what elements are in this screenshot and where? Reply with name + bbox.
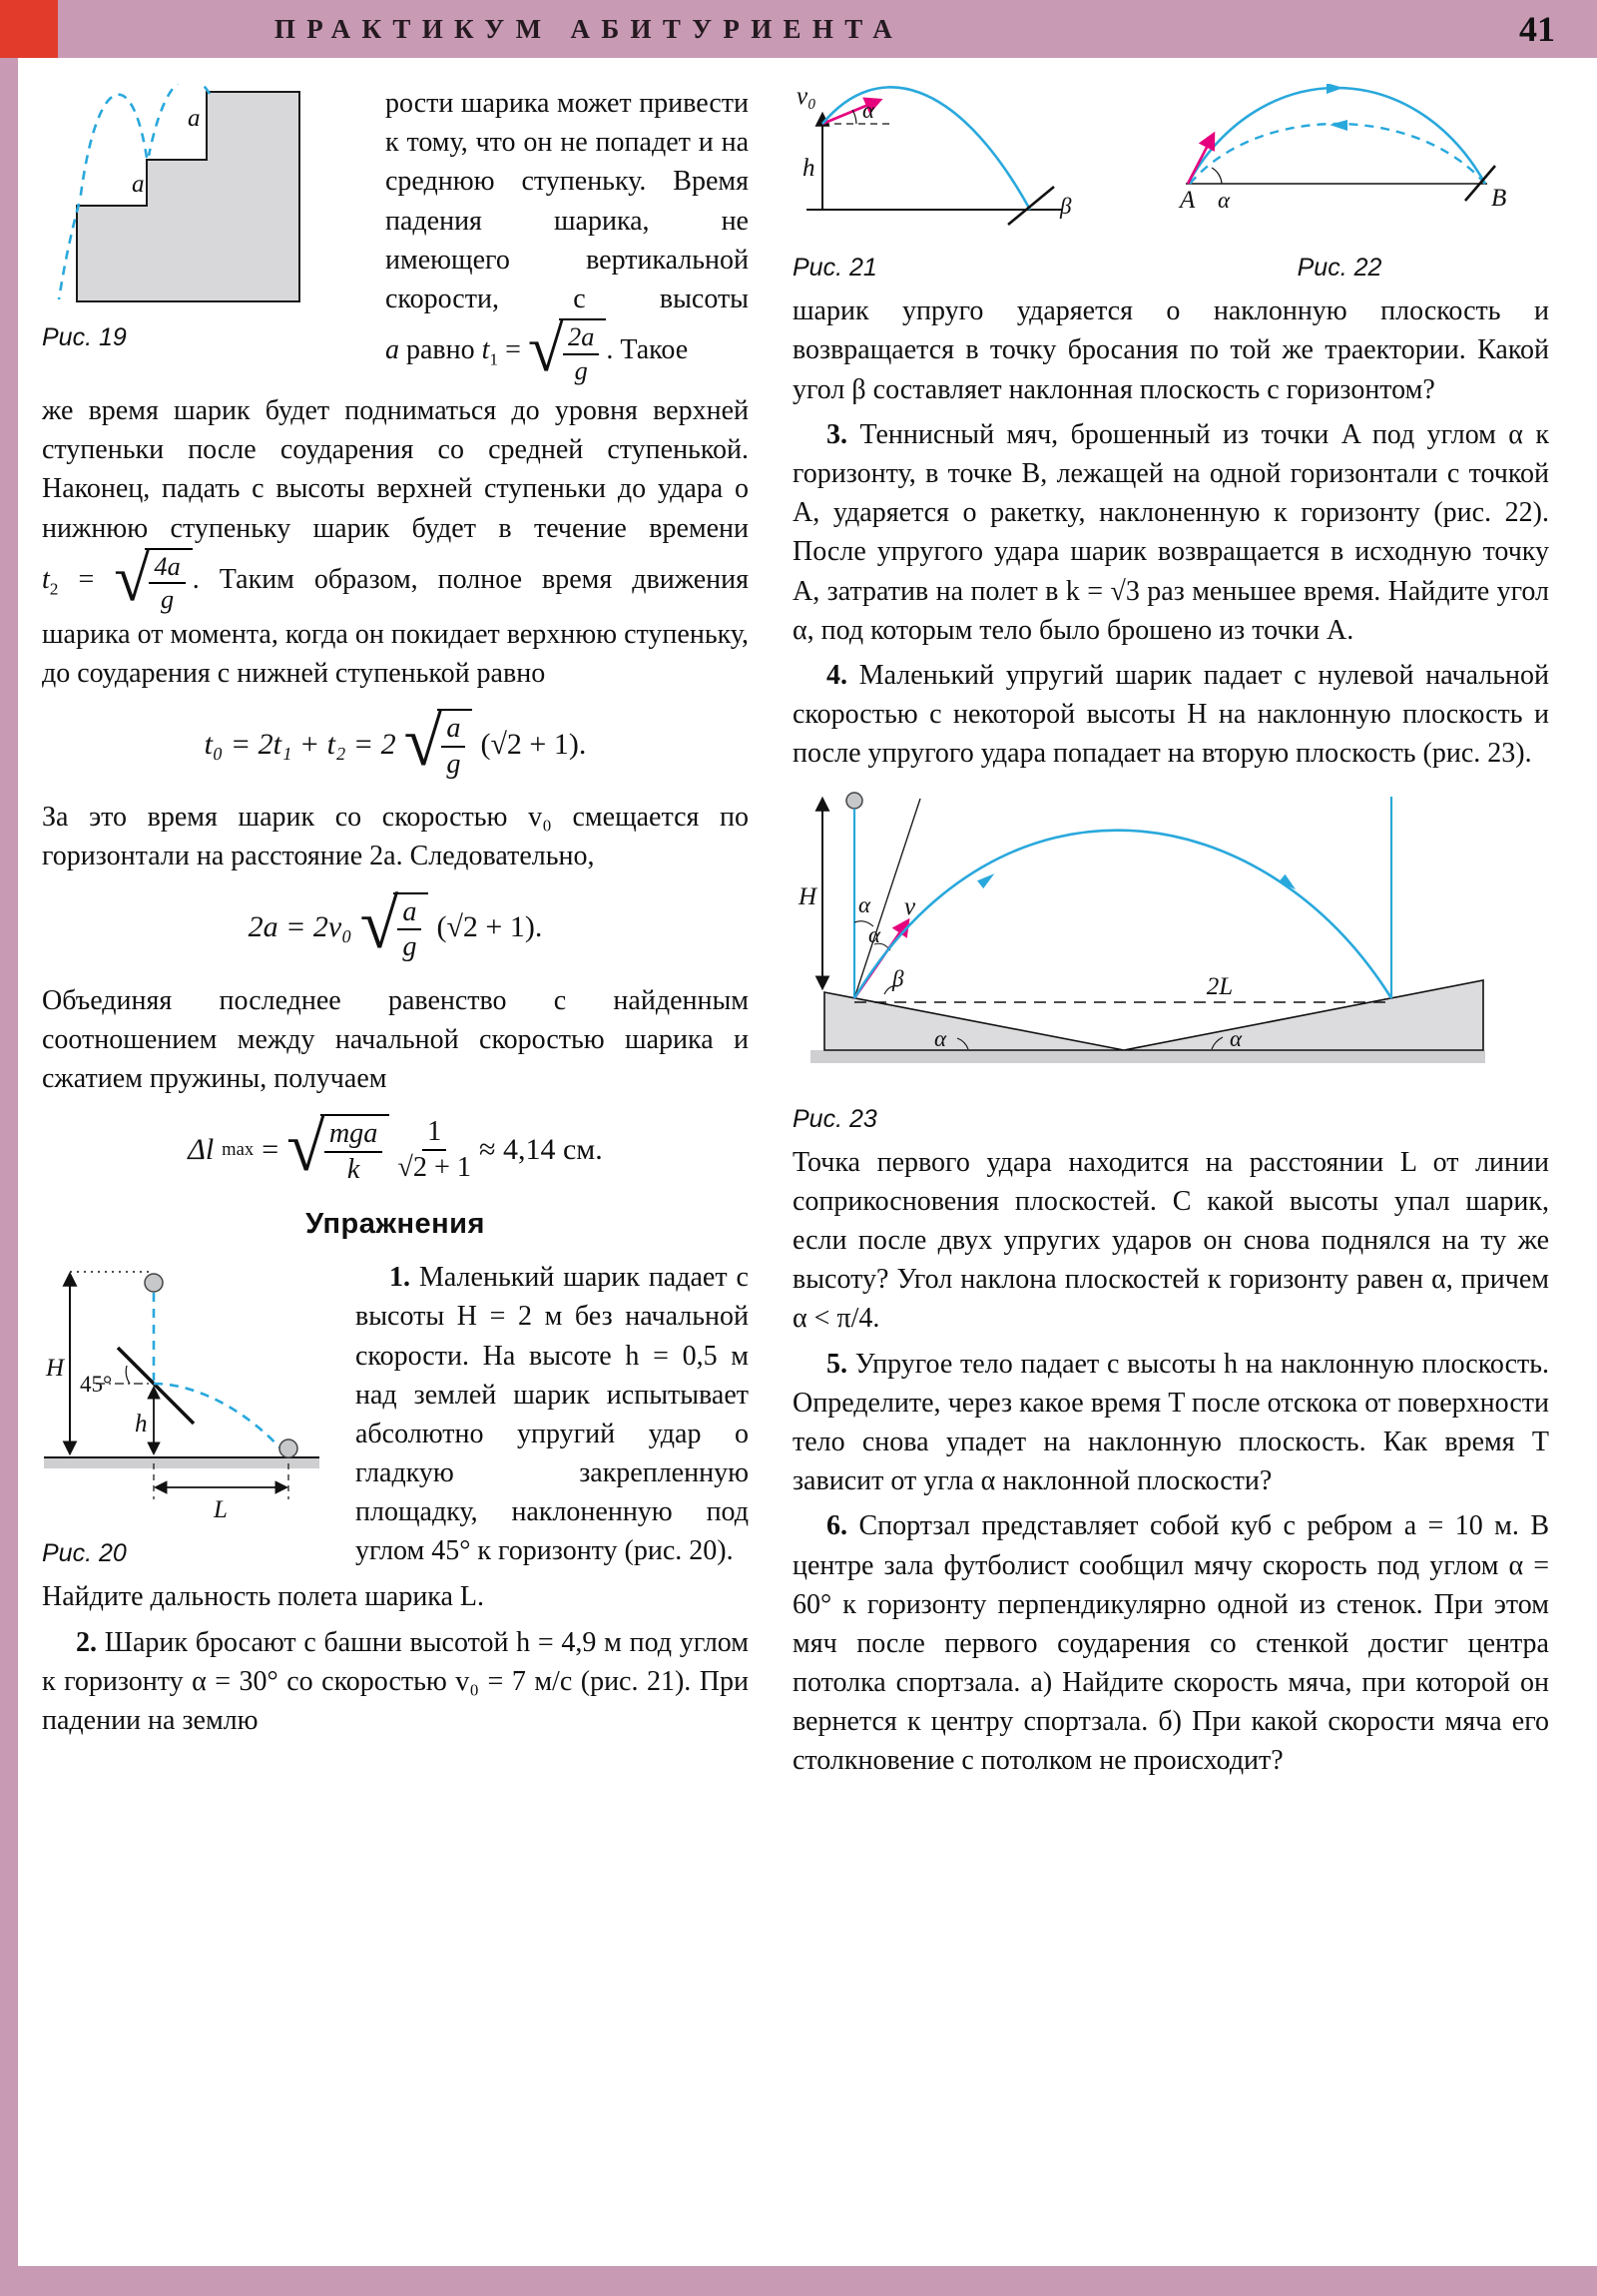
paragraph-horizontal-shift: За это время шарик со скоростью v₀ смещается по горизонтали на расстояние 2a. Следовательно, xyxy=(42,802,749,872)
figures-21-22-row xyxy=(793,84,1549,286)
fraction: $\frac{1}{√2 + 1}$ xyxy=(397,1116,472,1183)
paragraph-combine: Объединяя последнее равенство с найденным соотношением между начальной скоростью шарика и сжатием пружины, получаем xyxy=(42,984,749,1095)
page-header-title: ПРАКТИКУМ АБИТУРИЕНТА xyxy=(273,14,904,44)
text-run: . Такое xyxy=(606,334,689,366)
exercise-number: 6. xyxy=(826,1510,847,1542)
exercise-4 xyxy=(793,656,1549,774)
label-h: h xyxy=(135,1411,148,1438)
label-L: L xyxy=(214,1496,228,1522)
paragraph-exercise-2-continued: шарик упруго ударяется о наклонную плоскость и возвращается в точку бросания по той же траектории. Какой угол β составляет наклонная плоскость с горизонтом? xyxy=(793,295,1549,405)
equation-distance: 2a = 2v₀ √ $\frac{a}{g}$ (√2 + 1). xyxy=(248,885,543,964)
figure-19-row xyxy=(42,84,749,385)
ball-start xyxy=(145,1274,163,1292)
exercise-1-continued: Найдите дальность полета шарика L. xyxy=(42,1581,485,1613)
text-run: рости шарика может привести к тому, что он не попадет и на среднюю ступеньку. Время падения шарика, не имеющего вертикальной скорости, с высоты xyxy=(385,88,749,314)
radical: √ $\frac{4a}{g}$ xyxy=(114,548,192,615)
page-content xyxy=(18,58,1597,2266)
radical: √ $\frac{2a}{g}$ xyxy=(528,318,606,385)
exercises-heading: Упражнения xyxy=(305,1207,485,1240)
radical: √ $\frac{a}{g}$ xyxy=(404,709,473,780)
label-alpha-upper: α xyxy=(858,892,871,918)
figure-22-caption: Рис. 22 xyxy=(1297,254,1382,283)
trajectory-arc xyxy=(822,87,1030,210)
base-bar xyxy=(810,1050,1485,1063)
step-height-label-a2: a xyxy=(132,171,145,198)
figure-22-drawing xyxy=(1170,84,1509,236)
left-margin-band xyxy=(0,58,18,2266)
ball-landing xyxy=(279,1439,297,1457)
text-run: . Таким образом, полное время движения шарика от момента, когда он покидает верхнюю ступеньку, до соударения с нижней ступенькой равно xyxy=(42,563,749,689)
figure-21 xyxy=(793,84,1160,286)
figure-23-caption: Рис. 23 xyxy=(793,1104,877,1133)
exercise-text: Упругое тело падает с высоты h на наклонную плоскость. Определите, через какое время T после отскока от поверхности тело снова упадет на наклонную плоскость. Как время T зависит от угла α наклонной плоскости? xyxy=(793,1348,1550,1497)
bounce-trajectory-dashed xyxy=(154,1384,282,1450)
page-number: 41 xyxy=(1519,9,1555,49)
inline-formula-t1: a равно $t_1$ = √ $\frac{2a}{g}$ xyxy=(385,334,606,365)
text-run: же время шарик будет подниматься до уровня верхней ступеньки после соударения со средней ступенькой. Наконец, падать с высоты верхней ступеньки до удара о нижнюю ступеньку шарик будет в течение времени xyxy=(42,395,749,544)
exercise-6 xyxy=(793,1506,1549,1780)
exercise-text: Маленький шарик падает с высоты H = 2 м без начальной скорости. На высоте h = 0,5 м над землей шарик испытывает абсолютно упругий удар о гладкую закрепленную площадку, наклоненную под углом 45° к горизонту (рис. 20). xyxy=(355,1262,749,1567)
figure-22 xyxy=(1170,84,1509,286)
radical: √ $\frac{a}{g}$ xyxy=(360,892,429,963)
label-B: B xyxy=(1491,185,1507,212)
exercise-text: Спортзал представляет собой куб с ребром a = 10 м. В центре зала футболист сообщил мячу скорость под углом α = 60° к горизонту перпендикулярно одной из стенок. При этом мяч после первого соударения со стенкой достиг центра потолка спортзала. а) Найдите скорость мяча, при которой он вернется к центру спортзала. б) При какой скорости мяча его столкновение с потолком не происходит? xyxy=(793,1510,1550,1777)
label-beta: β xyxy=(892,966,904,992)
paragraph-bounce-time xyxy=(42,391,749,693)
equation-spring-compression: Δl max = √ $\frac{\text{mga}}{k}$ $\frac{1}{√2 + 1}$ ≈ 4,14 см. xyxy=(188,1108,603,1187)
paragraph-spring xyxy=(385,84,749,385)
figure-19 xyxy=(42,84,371,355)
label-alpha-left: α xyxy=(934,1026,947,1052)
inline-formula-t2: $t_2$ = √ $\frac{4a}{g}$ xyxy=(42,564,193,595)
exercise-2 xyxy=(42,1623,749,1741)
label-beta: β xyxy=(1060,194,1072,219)
figure-23 xyxy=(793,787,1549,1136)
exercise-text: Шарик бросают с башни высотой h = 4,9 м под углом к горизонту α = 30° со скоростью v₀ = 7 м/с (рис. 21). При падении на землю xyxy=(42,1626,749,1736)
exercise-number: 5. xyxy=(826,1348,847,1380)
radical: √ $\frac{\text{mga}}{k}$ xyxy=(286,1114,389,1185)
left-column xyxy=(42,82,749,2266)
arc-arrow-left xyxy=(1330,120,1347,131)
paragraph-exercise-4-continued: Точка первого удара находится на расстоянии L от линии соприкосновения плоскостей. С какой высоты упал шарик, если после двух упругих ударов он снова поднялся на ту же высоту? Угол наклона плоскостей к горизонту равен α, причем α < π/4. xyxy=(793,1146,1549,1335)
label-A: A xyxy=(1180,187,1196,214)
label-h: h xyxy=(802,155,815,182)
label-v0: v₀ xyxy=(797,84,816,110)
figure-20-caption: Рис. 20 xyxy=(42,1539,127,1568)
exercise-number: 1. xyxy=(389,1262,410,1294)
launch-velocity-vector xyxy=(1188,134,1214,184)
inclined-plane xyxy=(1008,187,1054,225)
bottom-band xyxy=(0,2266,1597,2296)
left-inclined-plane xyxy=(824,992,1124,1050)
figure-23-drawing xyxy=(793,787,1503,1086)
label-2L: 2L xyxy=(1206,973,1234,1001)
exercise-number: 3. xyxy=(826,418,847,450)
exercise-text: Маленький упругий шарик падает с нулевой начальной скоростью с некоторой высоты H на наклонную плоскость и после упругого удара попадает на вторую плоскость (рис. 23). xyxy=(793,659,1550,770)
figure-21-drawing xyxy=(793,84,1160,236)
figure-20 xyxy=(42,1258,341,1571)
ball xyxy=(846,793,862,809)
label-v: v xyxy=(904,893,916,921)
exercise-3 xyxy=(793,415,1549,650)
label-alpha: α xyxy=(862,98,875,123)
equation-total-time: t₀ = 2t₁ + t₂ = 2 √ $\frac{a}{g}$ (√2 + 1). xyxy=(204,702,587,781)
label-H: H xyxy=(46,1355,65,1383)
label-H: H xyxy=(798,883,817,911)
red-corner-square xyxy=(0,0,58,58)
figure-20-row xyxy=(42,1258,749,1571)
label-alpha-right: α xyxy=(1230,1026,1243,1052)
figure-19-caption: Рис. 19 xyxy=(42,323,127,352)
ground-bar xyxy=(44,1457,319,1468)
angle-arc xyxy=(126,1366,130,1384)
exercise-text: Теннисный мяч, брошенный из точки A под углом α к горизонту, в точке B, лежащей на одной горизонтали с точкой A, ударяется о ракетку, наклоненную к горизонту (рис. 22). После упругого удара шарик возвращается в исходную точку A, затратив на полет в k = √3 раз меньшее время. Найдите угол α, под которым тело было брошено из точки A. xyxy=(793,418,1550,646)
right-inclined-plane xyxy=(1124,980,1483,1050)
exercise-number: 2. xyxy=(76,1626,97,1658)
return-arc-dashed xyxy=(1190,124,1485,184)
arc-arrow-ascending xyxy=(977,870,997,889)
alpha-angle-arc xyxy=(1212,168,1222,184)
flight-arc xyxy=(854,831,1391,1001)
flight-arc xyxy=(1188,88,1485,184)
figure-20-drawing xyxy=(42,1258,341,1521)
label-45deg: 45° xyxy=(80,1372,113,1398)
figure-21-caption: Рис. 21 xyxy=(793,254,877,283)
inclined-platform xyxy=(118,1348,194,1424)
label-alpha: α xyxy=(1218,188,1231,213)
exercise-5 xyxy=(793,1345,1549,1501)
exercise-number: 4. xyxy=(826,659,847,691)
exercise-1 xyxy=(355,1258,749,1571)
figure-19-drawing xyxy=(42,84,371,305)
label-alpha-lower: α xyxy=(868,922,881,948)
right-column xyxy=(793,82,1549,2266)
step-height-label-a1: a xyxy=(188,105,201,132)
